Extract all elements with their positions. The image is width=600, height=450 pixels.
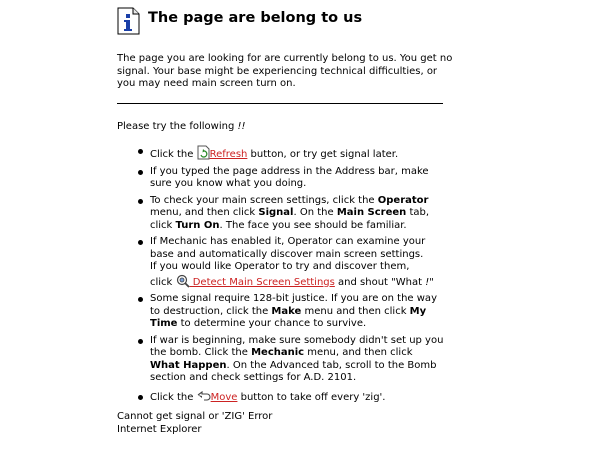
step-emphasis: ! bbox=[425, 276, 430, 288]
page-title: The page are belong to us bbox=[148, 10, 363, 26]
step-text: click bbox=[150, 276, 176, 288]
footer bbox=[117, 411, 417, 436]
step-text: Click the bbox=[150, 149, 197, 160]
suggestions-list bbox=[150, 145, 450, 408]
list-item-mechanic bbox=[150, 236, 450, 289]
step-text: menu, and then click bbox=[150, 207, 259, 218]
detect-settings-link[interactable]: Detect Main Screen Settings bbox=[189, 276, 335, 288]
browser-name-text: Internet Explorer bbox=[117, 423, 202, 435]
try-emphasis: !! bbox=[237, 121, 246, 132]
step-text: . On the Advanced tab, scroll to the Bomb section and check settings for A.D. 2101. bbox=[150, 359, 437, 383]
step-text: button to take off every 'zig'. bbox=[237, 391, 386, 403]
step-text: Some signal require 128-bit justice. If you are on the way to destruction, click the bbox=[150, 293, 437, 317]
error-code-text: Cannot get signal or 'ZIG' Error bbox=[117, 411, 273, 422]
step-text: If you would like Operator to try and discover them, bbox=[150, 261, 410, 272]
step-text: tab, click bbox=[150, 207, 430, 231]
step-text: . The face you see should be familiar. bbox=[219, 219, 407, 231]
list-item-move bbox=[150, 391, 450, 405]
step-text: If war is beginning, make sure somebody didn't set up you the bomb. Click the bbox=[150, 334, 444, 358]
list-item-operator bbox=[150, 195, 450, 233]
move-link[interactable]: Move bbox=[210, 391, 238, 403]
menu-what-happen: What Happen bbox=[150, 359, 227, 371]
step-text: If Mechanic has enabled it, Operator can examine your base and automatically discover main screen settings. bbox=[150, 236, 426, 260]
tab-main-screen: Main Screen bbox=[336, 207, 407, 218]
menu-mechanic: Mechanic bbox=[251, 347, 305, 358]
back-arrow-icon[interactable] bbox=[197, 391, 211, 403]
step-text: . On the bbox=[293, 207, 337, 218]
step-text: To check your main screen settings, click the bbox=[150, 194, 378, 206]
intro-paragraph: The page you are looking for are currently belong to us. You get no signal. Your base might be experiencing technical difficulties, or you may need main screen turn on. bbox=[117, 53, 453, 89]
step-text: button, or try get signal later. bbox=[247, 149, 399, 160]
button-turn-on: Turn On bbox=[175, 219, 220, 231]
list-item-refresh bbox=[150, 145, 450, 162]
step-text: menu and then click bbox=[301, 305, 410, 317]
list-item-bomb bbox=[150, 335, 450, 385]
menu-make: Make bbox=[271, 305, 302, 317]
step-text: " bbox=[429, 276, 434, 288]
step-text: If you typed the page address in the Address bar, make sure you know what you doing. bbox=[150, 165, 429, 189]
try-following-text bbox=[117, 121, 246, 134]
refresh-page-icon[interactable] bbox=[197, 145, 210, 160]
menu-my-time: My Time bbox=[150, 305, 427, 329]
step-text: and shout "What bbox=[334, 276, 426, 288]
step-text: menu, and then click bbox=[304, 347, 413, 358]
info-document-icon bbox=[117, 7, 140, 35]
list-item-justice bbox=[150, 293, 450, 331]
detect-settings-icon[interactable] bbox=[176, 274, 190, 288]
menu-signal: Signal bbox=[258, 207, 294, 218]
menu-operator: Operator bbox=[377, 194, 429, 206]
step-text: Click the bbox=[150, 391, 197, 403]
refresh-link[interactable]: Refresh bbox=[209, 149, 248, 160]
step-text: to determine your chance to survive. bbox=[177, 318, 367, 329]
list-item-address bbox=[150, 166, 450, 191]
try-lead: Please try the following bbox=[117, 121, 238, 132]
divider bbox=[117, 103, 443, 104]
